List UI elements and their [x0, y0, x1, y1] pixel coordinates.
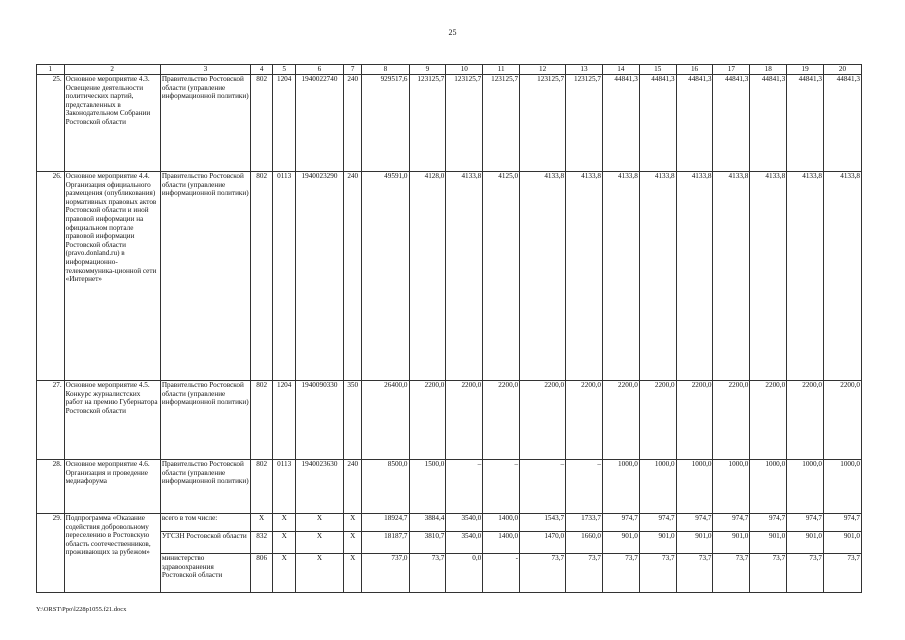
row-index: 25. [37, 75, 65, 172]
value-cell: 44841,3 [713, 75, 750, 172]
value-cell: – [566, 460, 603, 514]
value-cell: 3884,4 [409, 514, 446, 532]
value-cell: 3810,7 [409, 532, 446, 554]
value-cell: 2200,0 [566, 381, 603, 460]
value-cell: 73,7 [520, 554, 566, 593]
value-cell: - [483, 554, 520, 593]
table-row [37, 460, 862, 514]
budget-table [36, 64, 862, 593]
table-row [37, 381, 862, 460]
value-cell: 974,7 [639, 514, 676, 532]
value-cell: 974,7 [750, 514, 787, 532]
subprogram-name: Подпрограмма «Оказание содействия добровольному переселению в Ростовскую область соотечественников, проживающих за рубежом» [64, 514, 160, 593]
value-cell: 2200,0 [676, 381, 713, 460]
executor: всего в том числе: [160, 514, 250, 532]
value-cell: 1470,0 [520, 532, 566, 554]
code-cell: 802 [250, 172, 273, 381]
column-header: 2 [64, 65, 160, 75]
column-header: 9 [409, 65, 446, 75]
code-cell: X [344, 532, 362, 554]
value-cell: 123125,7 [483, 75, 520, 172]
value-cell: 4133,8 [676, 172, 713, 381]
value-cell: 2200,0 [446, 381, 483, 460]
row-index: 26. [37, 172, 65, 381]
value-cell: 73,7 [713, 554, 750, 593]
value-cell: 18924,7 [362, 514, 409, 532]
value-cell: 4128,0 [409, 172, 446, 381]
code-cell: 1204 [273, 75, 296, 172]
value-cell: 901,0 [750, 532, 787, 554]
code-cell: 1940023630 [295, 460, 343, 514]
value-cell: 4133,8 [639, 172, 676, 381]
value-cell: 2200,0 [713, 381, 750, 460]
value-cell: 1733,7 [566, 514, 603, 532]
table-row [37, 554, 862, 593]
column-header: 15 [639, 65, 676, 75]
value-cell: 2200,0 [639, 381, 676, 460]
column-header: 19 [787, 65, 824, 75]
value-cell: 123125,7 [520, 75, 566, 172]
value-cell: 1400,0 [483, 514, 520, 532]
activity-name: Основное мероприятие 4.6. Организация и проведение медиафорума [64, 460, 160, 514]
value-cell: 8500,0 [362, 460, 409, 514]
header-row [37, 65, 862, 75]
value-cell: 974,7 [787, 514, 824, 532]
value-cell: 4133,8 [713, 172, 750, 381]
value-cell: 1543,7 [520, 514, 566, 532]
page-number: 25 [448, 28, 457, 37]
value-cell: 73,7 [787, 554, 824, 593]
value-cell: 901,0 [787, 532, 824, 554]
code-cell: 802 [250, 381, 273, 460]
value-cell: 73,7 [566, 554, 603, 593]
code-cell: 240 [344, 460, 362, 514]
value-cell: 901,0 [824, 532, 862, 554]
code-cell: X [273, 532, 296, 554]
column-header: 1 [37, 65, 65, 75]
column-header: 8 [362, 65, 409, 75]
value-cell: 49591,0 [362, 172, 409, 381]
executor: министерство здравоохранения Ростовской области [160, 554, 250, 593]
row-index: 29. [37, 514, 65, 593]
code-cell: X [295, 532, 343, 554]
code-cell: X [295, 554, 343, 593]
code-cell: X [295, 514, 343, 532]
value-cell: 44841,3 [602, 75, 639, 172]
executor: УГСЗН Ростовской области [160, 532, 250, 554]
code-cell: 350 [344, 381, 362, 460]
value-cell: 1000,0 [787, 460, 824, 514]
value-cell: 4133,8 [446, 172, 483, 381]
code-cell: 802 [250, 460, 273, 514]
value-cell: 1000,0 [639, 460, 676, 514]
executor: Правительство Ростовской области (управление информационной политики) [160, 460, 250, 514]
column-header: 6 [295, 65, 343, 75]
value-cell: 1400,0 [483, 532, 520, 554]
value-cell: 974,7 [676, 514, 713, 532]
value-cell: 1000,0 [713, 460, 750, 514]
value-cell: 1000,0 [750, 460, 787, 514]
value-cell: 44841,3 [787, 75, 824, 172]
code-cell: X [344, 514, 362, 532]
code-cell: 806 [250, 554, 273, 593]
executor: Правительство Ростовской области (управление информационной политики) [160, 75, 250, 172]
value-cell: 2200,0 [750, 381, 787, 460]
column-header: 12 [520, 65, 566, 75]
value-cell: 123125,7 [566, 75, 603, 172]
code-cell: 1940090330 [295, 381, 343, 460]
value-cell: 1000,0 [824, 460, 862, 514]
column-header: 7 [344, 65, 362, 75]
value-cell: 901,0 [639, 532, 676, 554]
value-cell: 44841,3 [750, 75, 787, 172]
value-cell: 44841,3 [676, 75, 713, 172]
column-header: 20 [824, 65, 862, 75]
value-cell: 73,7 [824, 554, 862, 593]
column-header: 5 [273, 65, 296, 75]
table-row [37, 514, 862, 532]
value-cell: 974,7 [713, 514, 750, 532]
value-cell: 4133,8 [787, 172, 824, 381]
code-cell: X [344, 554, 362, 593]
value-cell: – [520, 460, 566, 514]
value-cell: 44841,3 [824, 75, 862, 172]
value-cell: 4133,8 [602, 172, 639, 381]
code-cell: 0113 [273, 460, 296, 514]
value-cell: 1500,0 [409, 460, 446, 514]
value-cell: 2200,0 [824, 381, 862, 460]
value-cell: 4133,8 [750, 172, 787, 381]
value-cell: 44841,3 [639, 75, 676, 172]
value-cell: 974,7 [602, 514, 639, 532]
column-header: 18 [750, 65, 787, 75]
table-row [37, 172, 862, 381]
value-cell: – [446, 460, 483, 514]
value-cell: 4125,0 [483, 172, 520, 381]
column-header: 13 [566, 65, 603, 75]
value-cell: 123125,7 [409, 75, 446, 172]
table-row [37, 532, 862, 554]
value-cell: 2200,0 [483, 381, 520, 460]
value-cell: 4133,8 [520, 172, 566, 381]
code-cell: 0113 [273, 172, 296, 381]
value-cell: 123125,7 [446, 75, 483, 172]
code-cell: X [250, 514, 273, 532]
code-cell: 1940022740 [295, 75, 343, 172]
column-header: 17 [713, 65, 750, 75]
value-cell: 4133,8 [824, 172, 862, 381]
value-cell: 974,7 [824, 514, 862, 532]
executor: Правительство Ростовской области (управление информационной политики) [160, 381, 250, 460]
code-cell: 832 [250, 532, 273, 554]
column-header: 11 [483, 65, 520, 75]
column-header: 10 [446, 65, 483, 75]
code-cell: 240 [344, 172, 362, 381]
value-cell: – [483, 460, 520, 514]
value-cell: 73,7 [676, 554, 713, 593]
value-cell: 901,0 [713, 532, 750, 554]
table-row [37, 75, 862, 172]
value-cell: 4133,8 [566, 172, 603, 381]
value-cell: 26400,0 [362, 381, 409, 460]
value-cell: 1000,0 [602, 460, 639, 514]
executor: Правительство Ростовской области (управление информационной политики) [160, 172, 250, 381]
file-path: Y:\ORST\Ppo\l228p1055.f21.docx [36, 606, 127, 613]
value-cell: 2200,0 [787, 381, 824, 460]
column-header: 14 [602, 65, 639, 75]
value-cell: 73,7 [639, 554, 676, 593]
value-cell: 2200,0 [520, 381, 566, 460]
value-cell: 18187,7 [362, 532, 409, 554]
value-cell: 3540,0 [446, 532, 483, 554]
code-cell: 1204 [273, 381, 296, 460]
value-cell: 737,0 [362, 554, 409, 593]
code-cell: 802 [250, 75, 273, 172]
value-cell: 0,0 [446, 554, 483, 593]
column-header: 16 [676, 65, 713, 75]
value-cell: 901,0 [676, 532, 713, 554]
value-cell: 2200,0 [602, 381, 639, 460]
code-cell: 240 [344, 75, 362, 172]
value-cell: 3540,0 [446, 514, 483, 532]
row-index: 28. [37, 460, 65, 514]
value-cell: 2200,0 [409, 381, 446, 460]
value-cell: 73,7 [602, 554, 639, 593]
activity-name: Основное мероприятие 4.4. Организация официального размещения (опубликования) нормативных правовых актов Ростовской области и иной правовой информации на официальном портале правовой информации Ростовской области (pravo.donland.ru) в информационно-телекоммуника-ционной сети «Интернет» [64, 172, 160, 381]
value-cell: 73,7 [750, 554, 787, 593]
code-cell: X [273, 514, 296, 532]
code-cell: 1940023290 [295, 172, 343, 381]
column-header: 3 [160, 65, 250, 75]
row-index: 27. [37, 381, 65, 460]
value-cell: 1660,0 [566, 532, 603, 554]
activity-name: Основное мероприятие 4.5. Конкурс журналистских работ на премию Губернатора Ростовской области [64, 381, 160, 460]
column-header: 4 [250, 65, 273, 75]
value-cell: 1000,0 [676, 460, 713, 514]
activity-name: Основное мероприятие 4.3. Освещение деятельности политических партий, представленных в Законодательном Собрании Ростовской области [64, 75, 160, 172]
value-cell: 73,7 [409, 554, 446, 593]
code-cell: X [273, 554, 296, 593]
value-cell: 929517,6 [362, 75, 409, 172]
value-cell: 901,0 [602, 532, 639, 554]
